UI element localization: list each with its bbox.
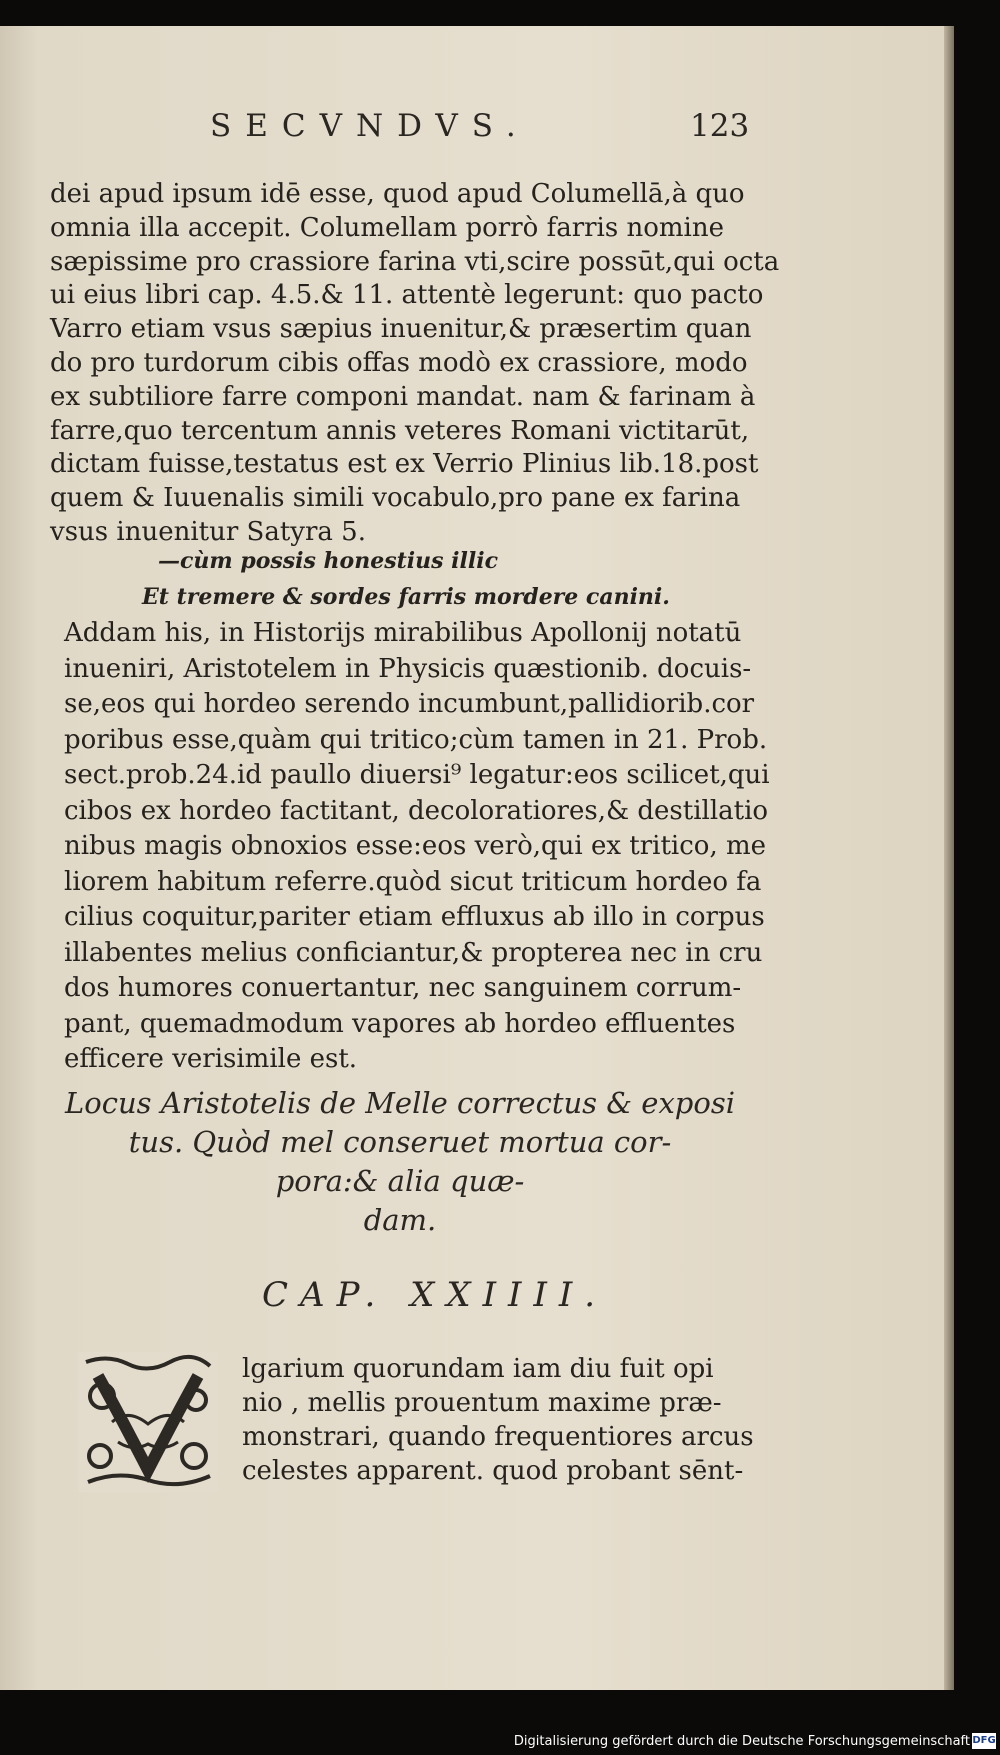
verse-line: —cùm possis honestius illic [158,548,498,574]
decorated-initial [78,1352,218,1492]
text-line: cibos ex hordeo factitant, decoloratiores,& destillatio [64,795,769,826]
text-line: quem & Iuuenalis simili vocabulo,pro pane ex farina [50,483,741,514]
text-line: efficere verisimile est. [64,1044,358,1074]
text-line: ex subtiliore farre componi mandat. nam & farinam à [50,381,756,412]
running-head: SECVNDVS. [210,108,530,144]
chapter-number: CAP. XXIIII. [262,1275,608,1315]
text-line: Varro etiam vsus sæpius inuenitur,& præsertim quan [50,314,752,345]
heading-line: Locus Aristotelis de Melle correctus & exposi [64,1086,735,1120]
text-line: se,eos qui hordeo serendo incumbunt,pallidiorib.cor [64,689,755,719]
text-line: dictam fuisse,testatus est ex Verrio Plinius lib.18.post [50,449,759,480]
text-line: illabentes melius conficiantur,& propterea nec in cru [64,937,763,968]
heading-line: dam. [363,1203,437,1237]
footer-credit: Digitalisierung gefördert durch die Deutsche Forschungsgemeinschaft [513,1734,970,1749]
text-line: monstrari, quando frequentiores arcus [242,1422,754,1452]
text-line: farre,quo tercentum annis veteres Romani victitarūt, [50,415,750,446]
paragraph-1 [50,178,780,550]
text-line: dei apud ipsum idē esse, quod apud Columellā,à quo [50,179,745,209]
heading-line: tus. Quòd mel conseruet mortua cor- [128,1125,672,1159]
decorated-initial-ornament [78,1352,218,1492]
chapter-heading [0,1084,800,1240]
text-line: do pro turdorum cibis offas modò ex crassiore, modo [50,347,748,378]
page-edge [944,26,954,1690]
text-line: omnia illa accepit. Columellam porrò farris nomine [50,212,724,243]
verse-line: Et tremere & sordes farris mordere canini. [142,584,670,610]
text-line: vsus inuenitur Satyra 5. [50,516,366,547]
text-line: cilius coquitur,pariter etiam effluxus ab illo in corpus [64,902,765,932]
text-line: sæpissime pro crassiore farina vti,scire possūt,qui octa [50,246,780,277]
paragraph-2 [64,616,770,1078]
text-line: Addam his, in Historijs mirabilibus Apollonij notatū [64,618,742,648]
dfg-logo: DFG [972,1733,996,1749]
page-header [0,108,952,152]
text-line: nio , mellis prouentum maxime præ- [242,1388,722,1418]
chapter-text [242,1352,782,1488]
text-line: lgarium quorundam iam diu fuit opi [242,1354,714,1384]
text-line: pant, quemadmodum vapores ab hordeo effluentes [64,1008,736,1039]
footer-bar [0,1730,1000,1755]
text-line: liorem habitum referre.quòd sicut triticum hordeo fa [64,866,762,897]
page-number: 123 [690,108,750,144]
text-line: nibus magis obnoxios esse:eos verò,qui ex tritico, me [64,831,767,861]
text-line: sect.prob.24.id paullo diuersi⁹ legatur:eos scilicet,qui [64,760,770,790]
text-line: inueniri, Aristotelem in Physicis quæstionib. docuis- [64,653,752,684]
text-line: dos humores conuertantur, nec sanguinem corrum- [64,973,742,1003]
text-line: poribus esse,quàm qui tritico;cùm tamen in 21. Prob. [64,724,768,755]
heading-line: pora:& alia quæ- [275,1164,525,1198]
text-line: ui eius libri cap. 4.5.& 11. attentè legerunt: quo pacto [50,280,764,311]
text-line: celestes apparent. quod probant sēnt- [242,1456,744,1486]
